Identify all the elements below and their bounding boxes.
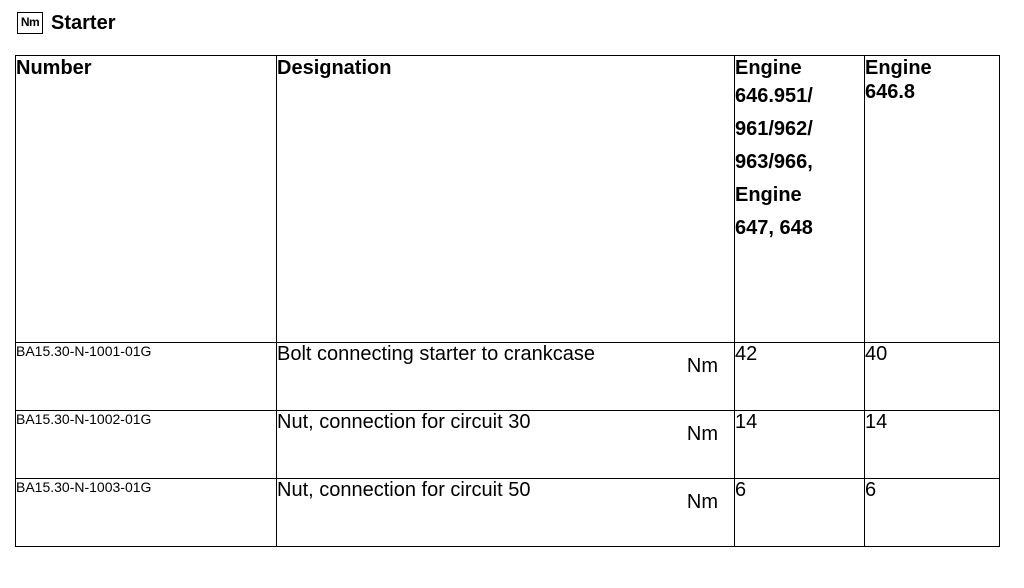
row-unit: Nm bbox=[686, 491, 718, 513]
row-number: BA15.30-N-1001-01G bbox=[16, 343, 277, 411]
row-value-engine-b: 14 bbox=[865, 411, 1000, 479]
header-engine-a-line: 646.951/ bbox=[735, 85, 813, 107]
row-value-engine-a: 42 bbox=[735, 343, 865, 411]
row-number: BA15.30-N-1002-01G bbox=[16, 411, 277, 479]
table-header-row bbox=[16, 56, 1000, 343]
table-row bbox=[16, 343, 1000, 411]
row-designation-cell bbox=[277, 479, 735, 547]
header-engine-b-line: 646.8 bbox=[865, 81, 916, 103]
header-engine-a bbox=[735, 56, 865, 343]
row-designation: Nut, connection for circuit 50 bbox=[277, 479, 531, 501]
table-row bbox=[16, 479, 1000, 547]
section-heading bbox=[17, 8, 115, 38]
header-engine-a-line: Engine bbox=[735, 57, 802, 79]
header-engine-a-line: 647, 648 bbox=[735, 217, 813, 239]
row-designation: Nut, connection for circuit 30 bbox=[277, 411, 531, 433]
header-engine-a-line: 963/966, bbox=[735, 151, 813, 173]
header-engine-a-line: Engine bbox=[735, 184, 802, 206]
row-value-engine-a: 14 bbox=[735, 411, 865, 479]
torque-nm-icon: Nm bbox=[17, 12, 43, 34]
torque-spec-table bbox=[15, 55, 1000, 547]
section-title: Starter bbox=[51, 11, 116, 34]
header-engine-b bbox=[865, 56, 1000, 343]
row-designation-cell bbox=[277, 343, 735, 411]
row-value-engine-b: 6 bbox=[865, 479, 1000, 547]
row-designation: Bolt connecting starter to crankcase bbox=[277, 343, 595, 365]
header-engine-b-line: Engine bbox=[865, 57, 932, 79]
header-number: Number bbox=[16, 56, 277, 343]
row-designation-cell bbox=[277, 411, 735, 479]
row-unit: Nm bbox=[686, 423, 718, 445]
row-value-engine-b: 40 bbox=[865, 343, 1000, 411]
row-number: BA15.30-N-1003-01G bbox=[16, 479, 277, 547]
header-designation: Designation bbox=[277, 56, 735, 343]
header-engine-a-line: 961/962/ bbox=[735, 118, 813, 140]
row-value-engine-a: 6 bbox=[735, 479, 865, 547]
row-unit: Nm bbox=[686, 355, 718, 377]
table-row bbox=[16, 411, 1000, 479]
